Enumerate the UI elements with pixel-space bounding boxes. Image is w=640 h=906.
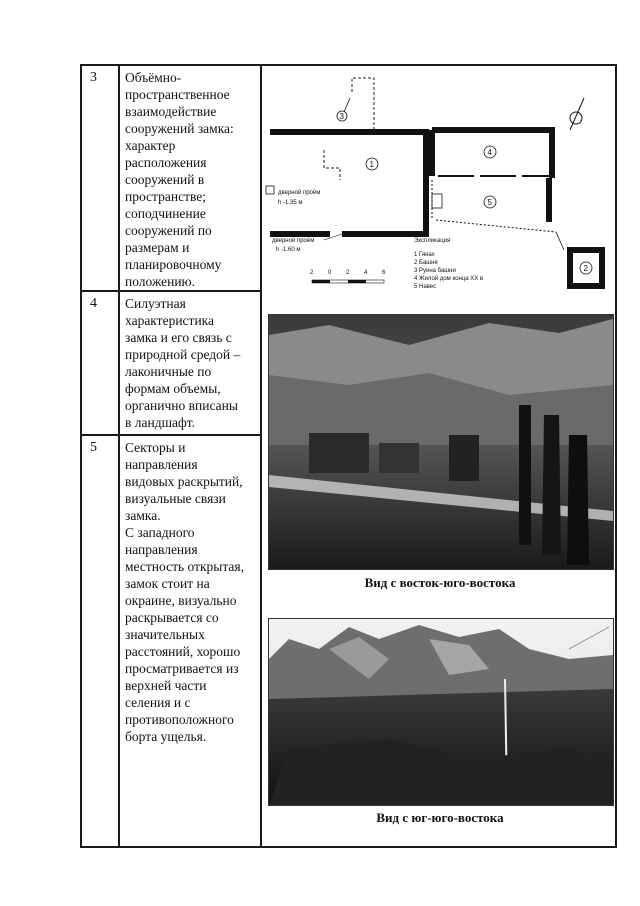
scale-tick-label: 4 [364,270,368,276]
description-line: лаконичные по [125,364,212,379]
marker-3-label: 3 [339,112,344,121]
description-line: замка. [125,508,161,523]
scale-bar-fill [312,280,330,283]
legend-item: 1 Гянах [414,252,435,258]
ruin-wall-outline [324,150,340,180]
description-line: характер [125,138,176,153]
landscape-photo-1 [269,315,613,569]
scale-tick-label: 2 [310,270,314,276]
photo-east-south-east [268,314,614,570]
door-height-1: h -1.35 м [278,200,303,206]
description-line: в ландшафт. [125,415,195,430]
description-line: планировочному [125,257,222,272]
scale-bar-fill [348,280,366,283]
canopy-5-post [546,178,552,222]
description-line: формам объемы, [125,381,221,396]
scale-tick-label: 0 [328,270,332,276]
description-line: пространственное [125,87,230,102]
door-height-2: h -1.60 м [276,247,301,253]
description-line: противоположного [125,712,234,727]
castle-floor-plan [264,68,612,300]
door-opening-1 [266,186,274,194]
table-row-divider-2 [80,434,262,436]
description-line: сооружений замка: [125,121,234,136]
row-number: 5 [90,440,97,455]
description-line: направления [125,542,198,557]
row-number: 3 [90,70,97,85]
table-border-top [80,64,617,66]
table-row-divider-1 [80,290,262,292]
door-label-2: дверной проём [272,238,315,244]
legend-item: 5 Навес [414,284,437,290]
marker-3-leader [344,98,350,112]
description-line: просматривается из [125,661,239,676]
row-description [125,295,265,431]
description-line: пространстве; [125,189,207,204]
description-line: соподчинение [125,206,206,221]
description-line: борта ущелья. [125,729,207,744]
table-border-left [80,64,82,848]
description-line: верхней части [125,678,207,693]
description-line: раскрывается со [125,610,219,625]
row-description [125,69,265,290]
row-number: 4 [90,296,97,311]
description-line: характеристика [125,313,215,328]
legend-item: 2 Башня [414,260,438,266]
document-table [80,64,617,848]
description-line: визуальные связи [125,491,226,506]
landscape-photo-2 [269,619,613,805]
description-line: значительных [125,627,205,642]
description-line: органично вписаны [125,398,238,413]
photo-1-caption: Вид с восток-юго-востока [364,575,516,590]
legend-item: 4 Жилой дом конца XX в [414,276,484,282]
description-line: С западного [125,525,195,540]
description-line: положению. [125,274,195,289]
building-1-walls [270,132,426,234]
description-line: расположения [125,155,207,170]
marker-1-label: 1 [369,160,374,169]
ruin-tower-outline [348,78,374,130]
door-label-1: дверной проём [278,190,321,196]
description-line: видовых раскрытий, [125,474,243,489]
north-arrow-icon [570,112,582,124]
marker-2-label: 2 [583,264,588,273]
description-line: сооружений по [125,223,212,238]
description-line: взаимодействие [125,104,217,119]
marker-4-label: 4 [487,148,492,157]
scale-tick-label: 6 [382,270,386,276]
scale-tick-label: 2 [346,270,350,276]
description-line: Силуэтная [125,296,186,311]
description-line: направления [125,457,198,472]
photo-2-caption: Вид с юг-юго-востока [376,810,504,825]
table-border-right [615,64,617,848]
description-line: замок стоит на [125,576,210,591]
photo-south-south-east [268,618,614,806]
description-line: Объёмно- [125,70,182,85]
description-line: расстояний, хорошо [125,644,241,659]
description-line: окраине, визуально [125,593,237,608]
description-line: сооружений в [125,172,205,187]
description-line: Секторы и [125,440,186,455]
description-line: природной средой – [125,347,241,362]
description-line: замка и его связь с [125,330,232,345]
description-line: местность открытая, [125,559,244,574]
tower-link-line [556,232,564,250]
legend-title: Экспликация [414,238,451,244]
table-border-bottom [80,846,617,848]
building-steps [432,194,442,208]
marker-5-label: 5 [487,198,492,207]
row-description [125,439,265,745]
description-line: размерам и [125,240,190,255]
description-line: селения и с [125,695,191,710]
table-column-divider-1 [118,64,120,848]
legend-item: 3 Руина башни [414,268,456,274]
